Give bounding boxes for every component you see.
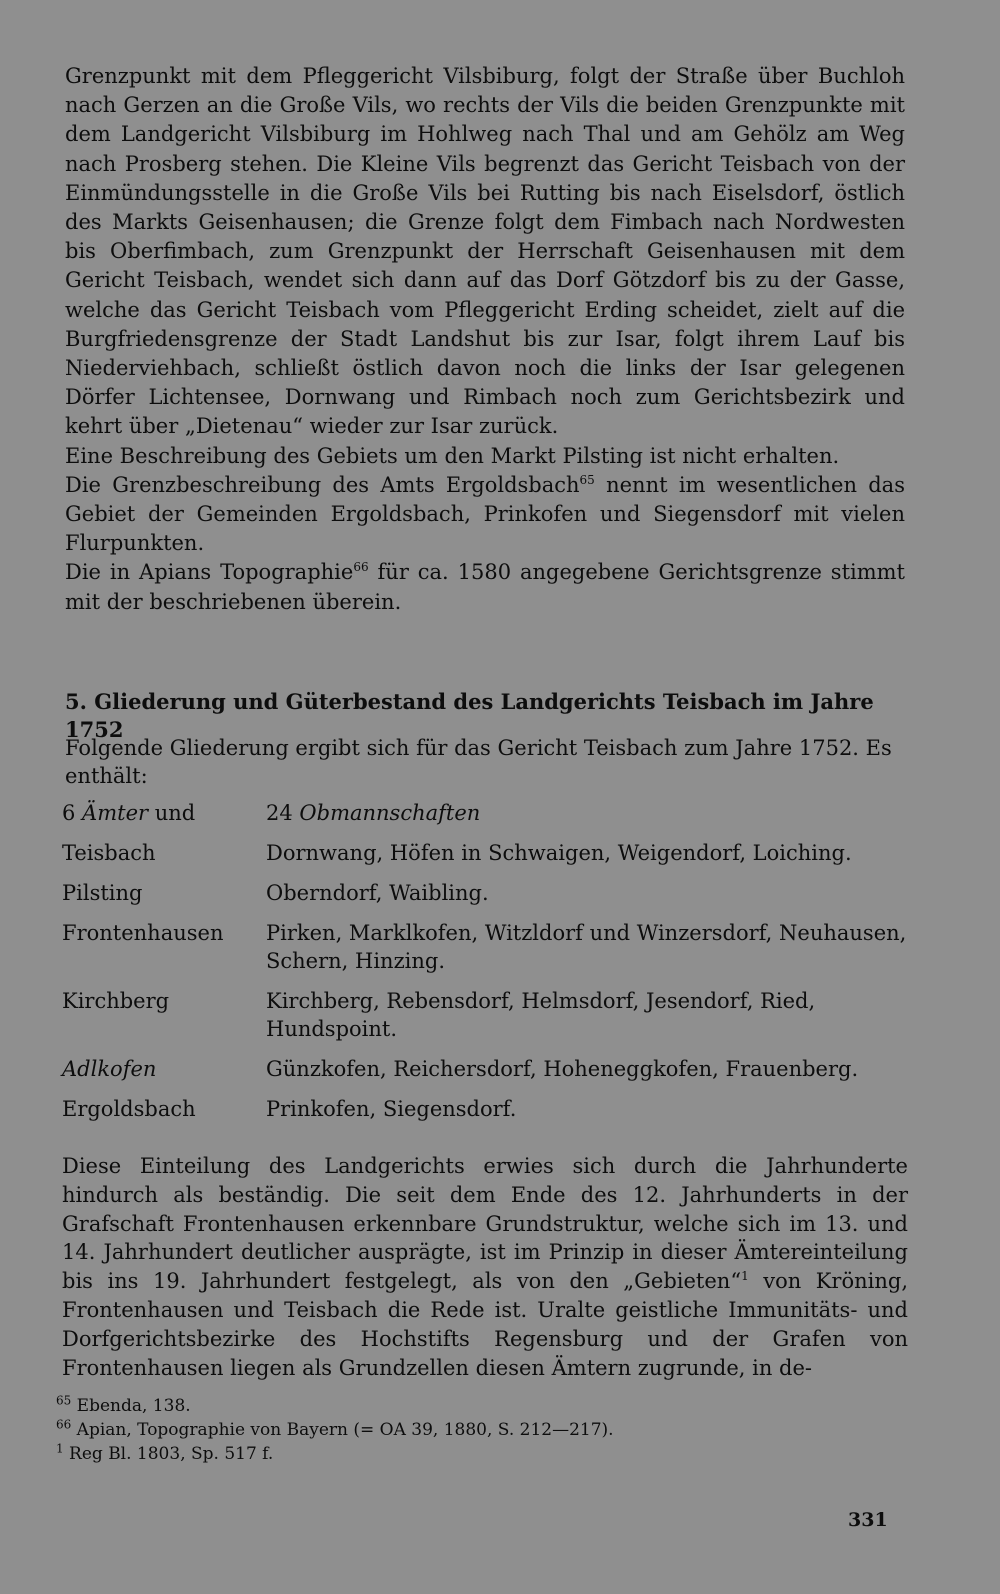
obmannschaften-list: Oberndorf, Waibling. (266, 881, 489, 905)
table-row (62, 839, 908, 879)
table-row (62, 919, 908, 987)
amt-name: Teisbach (62, 841, 156, 865)
footnote-text: Apian, Topographie von Bayern (= OA 39, 1880, S. 212—217). (71, 1420, 614, 1440)
footnote (56, 1394, 896, 1418)
header-text: Obmannschaften (299, 801, 481, 825)
paragraph-text: Diese Einteilung des Landgerichts erwies sich durch die Jahrhunderte hindurch als beständig. Die seit dem Ende des 12. Jahrhunderts in der Grafschaft Frontenhausen erkennbare Grundstruktur, welche sich im 13. und 14. Jahrhundert deutlicher ausprägte, ist im Prinzip in dieser Ämtereinteilung bis ins 19. Jahrhundert festgelegt, als von den „Gebieten“ (62, 1154, 908, 1294)
top-text-block (65, 62, 905, 617)
amt-name: Pilsting (62, 881, 143, 905)
closing-paragraph (62, 1152, 908, 1382)
footnote-text: Ebenda, 138. (71, 1396, 191, 1416)
amt-name: Adlkofen (62, 1057, 157, 1081)
amt-name: Frontenhausen (62, 921, 224, 945)
paragraph-boundary-description: Grenzpunkt mit dem Pfleggericht Vilsbiburg, folgt der Straße über Buchloh nach Gerzen an die Große Vils, wo rechts der Vils die beiden Grenzpunkte mit dem Landgericht Vilsbiburg im Hohlweg nach Thal und am Gehölz am Weg nach Prosberg stehen. Die Kleine Vils begrenzt das Gericht Teisbach von der Einmündungsstelle in die Große Vils bei Rutting bis nach Eiselsdorf, östlich des Markts Geisenhausen; die Grenze folgt dem Fimbach nach Nordwesten bis Oberfimbach, zum Grenzpunkt der Herrschaft Geisenhausen mit dem Gericht Teisbach, wendet sich dann auf das Dorf Götzdorf bis zu der Gasse, welche das Gericht Teisbach vom Pfleggericht Erding scheidet, zielt auf die Burgfriedensgrenze der Stadt Landshut bis zur Isar, folgt ihrem Lauf bis Niederviehbach, schließt östlich davon noch die links der Isar gelegenen Dörfer Lichtensee, Dornwang und Rimbach noch zum Gerichtsbezirk und kehrt über „Dietenau“ wieder zur Isar zurück. (65, 64, 905, 439)
amt-name: Kirchberg (62, 989, 170, 1013)
obmannschaften-list: Kirchberg, Rebensdorf, Helmsdorf, Jesendorf, Ried, Hundspoint. (266, 989, 816, 1041)
section-heading: 5. Gliederung und Güterbestand des Landgerichts Teisbach im Jahre 1752 (65, 689, 874, 742)
footnote-ref: 65 (579, 472, 595, 487)
header-text: und (148, 801, 196, 825)
obmannschaften-list: Günzkofen, Reichersdorf, Hoheneggkofen, Frauenberg. (266, 1057, 859, 1081)
header-text: 24 (266, 801, 300, 825)
paragraph-text: nennt im wesentlichen das Gebiet der Gemeinden Ergoldsbach, Prinkofen und Siegensdorf mit vielen Flurpunkten. (65, 472, 905, 556)
obmannschaften-list: Dornwang, Höfen in Schwaigen, Weigendorf, Loiching. (266, 841, 852, 865)
amt-name: Ergoldsbach (62, 1097, 196, 1121)
paragraph-text: für ca. 1580 angegebene Gerichtsgrenze stimmt mit der beschriebenen überein. (65, 560, 905, 614)
footnote-mark: 1 (56, 1441, 64, 1456)
footnotes (56, 1394, 896, 1466)
header-text: Ämter (82, 801, 149, 825)
header-obmannschaften (266, 799, 908, 839)
obmannschaften-list: Pirken, Marklkofen, Witzldorf und Winzersdorf, Neuhausen, Schern, Hinzing. (266, 921, 907, 973)
table-row (62, 1095, 908, 1135)
paragraph-ergoldsbach (65, 471, 905, 559)
table-row (62, 1055, 908, 1095)
footnote-mark: 65 (56, 1393, 72, 1408)
footnote-text: Reg Bl. 1803, Sp. 517 f. (63, 1444, 274, 1464)
page-number: 331 (848, 1509, 888, 1531)
header-aemter (62, 799, 266, 839)
obmannschaften-list: Prinkofen, Siegensdorf. (266, 1097, 517, 1121)
aemter-table (62, 799, 908, 1135)
paragraph-apian (65, 558, 905, 616)
paragraph-pilsting: Eine Beschreibung des Gebiets um den Markt Pilsting ist nicht erhalten. (65, 443, 840, 468)
footnote (56, 1418, 896, 1442)
footnote-ref: 1 (741, 1269, 749, 1284)
paragraph-text: Die in Apians Topographie (65, 560, 354, 585)
intro-paragraph: Folgende Gliederung ergibt sich für das Gericht Teisbach zum Jahre 1752. Es enthält: (65, 736, 892, 788)
footnote-mark: 66 (56, 1417, 72, 1432)
footnote-ref: 66 (353, 560, 369, 575)
table-row (62, 879, 908, 919)
footnote (56, 1442, 896, 1466)
header-text: 6 (62, 801, 83, 825)
table-row (62, 987, 908, 1055)
paragraph-text: von Kröning, Frontenhausen und Teisbach die Rede ist. Uralte geistliche Immunitäts- und Dorfgerichtsbezirke des Hochstifts Regensburg und der Grafen von Frontenhausen liegen als Grundzellen diesen Ämtern zugrunde, in de- (62, 1269, 909, 1380)
paragraph-text: Die Grenzbeschreibung des Amts Ergoldsbach (65, 472, 580, 497)
table-header-row (62, 799, 908, 839)
